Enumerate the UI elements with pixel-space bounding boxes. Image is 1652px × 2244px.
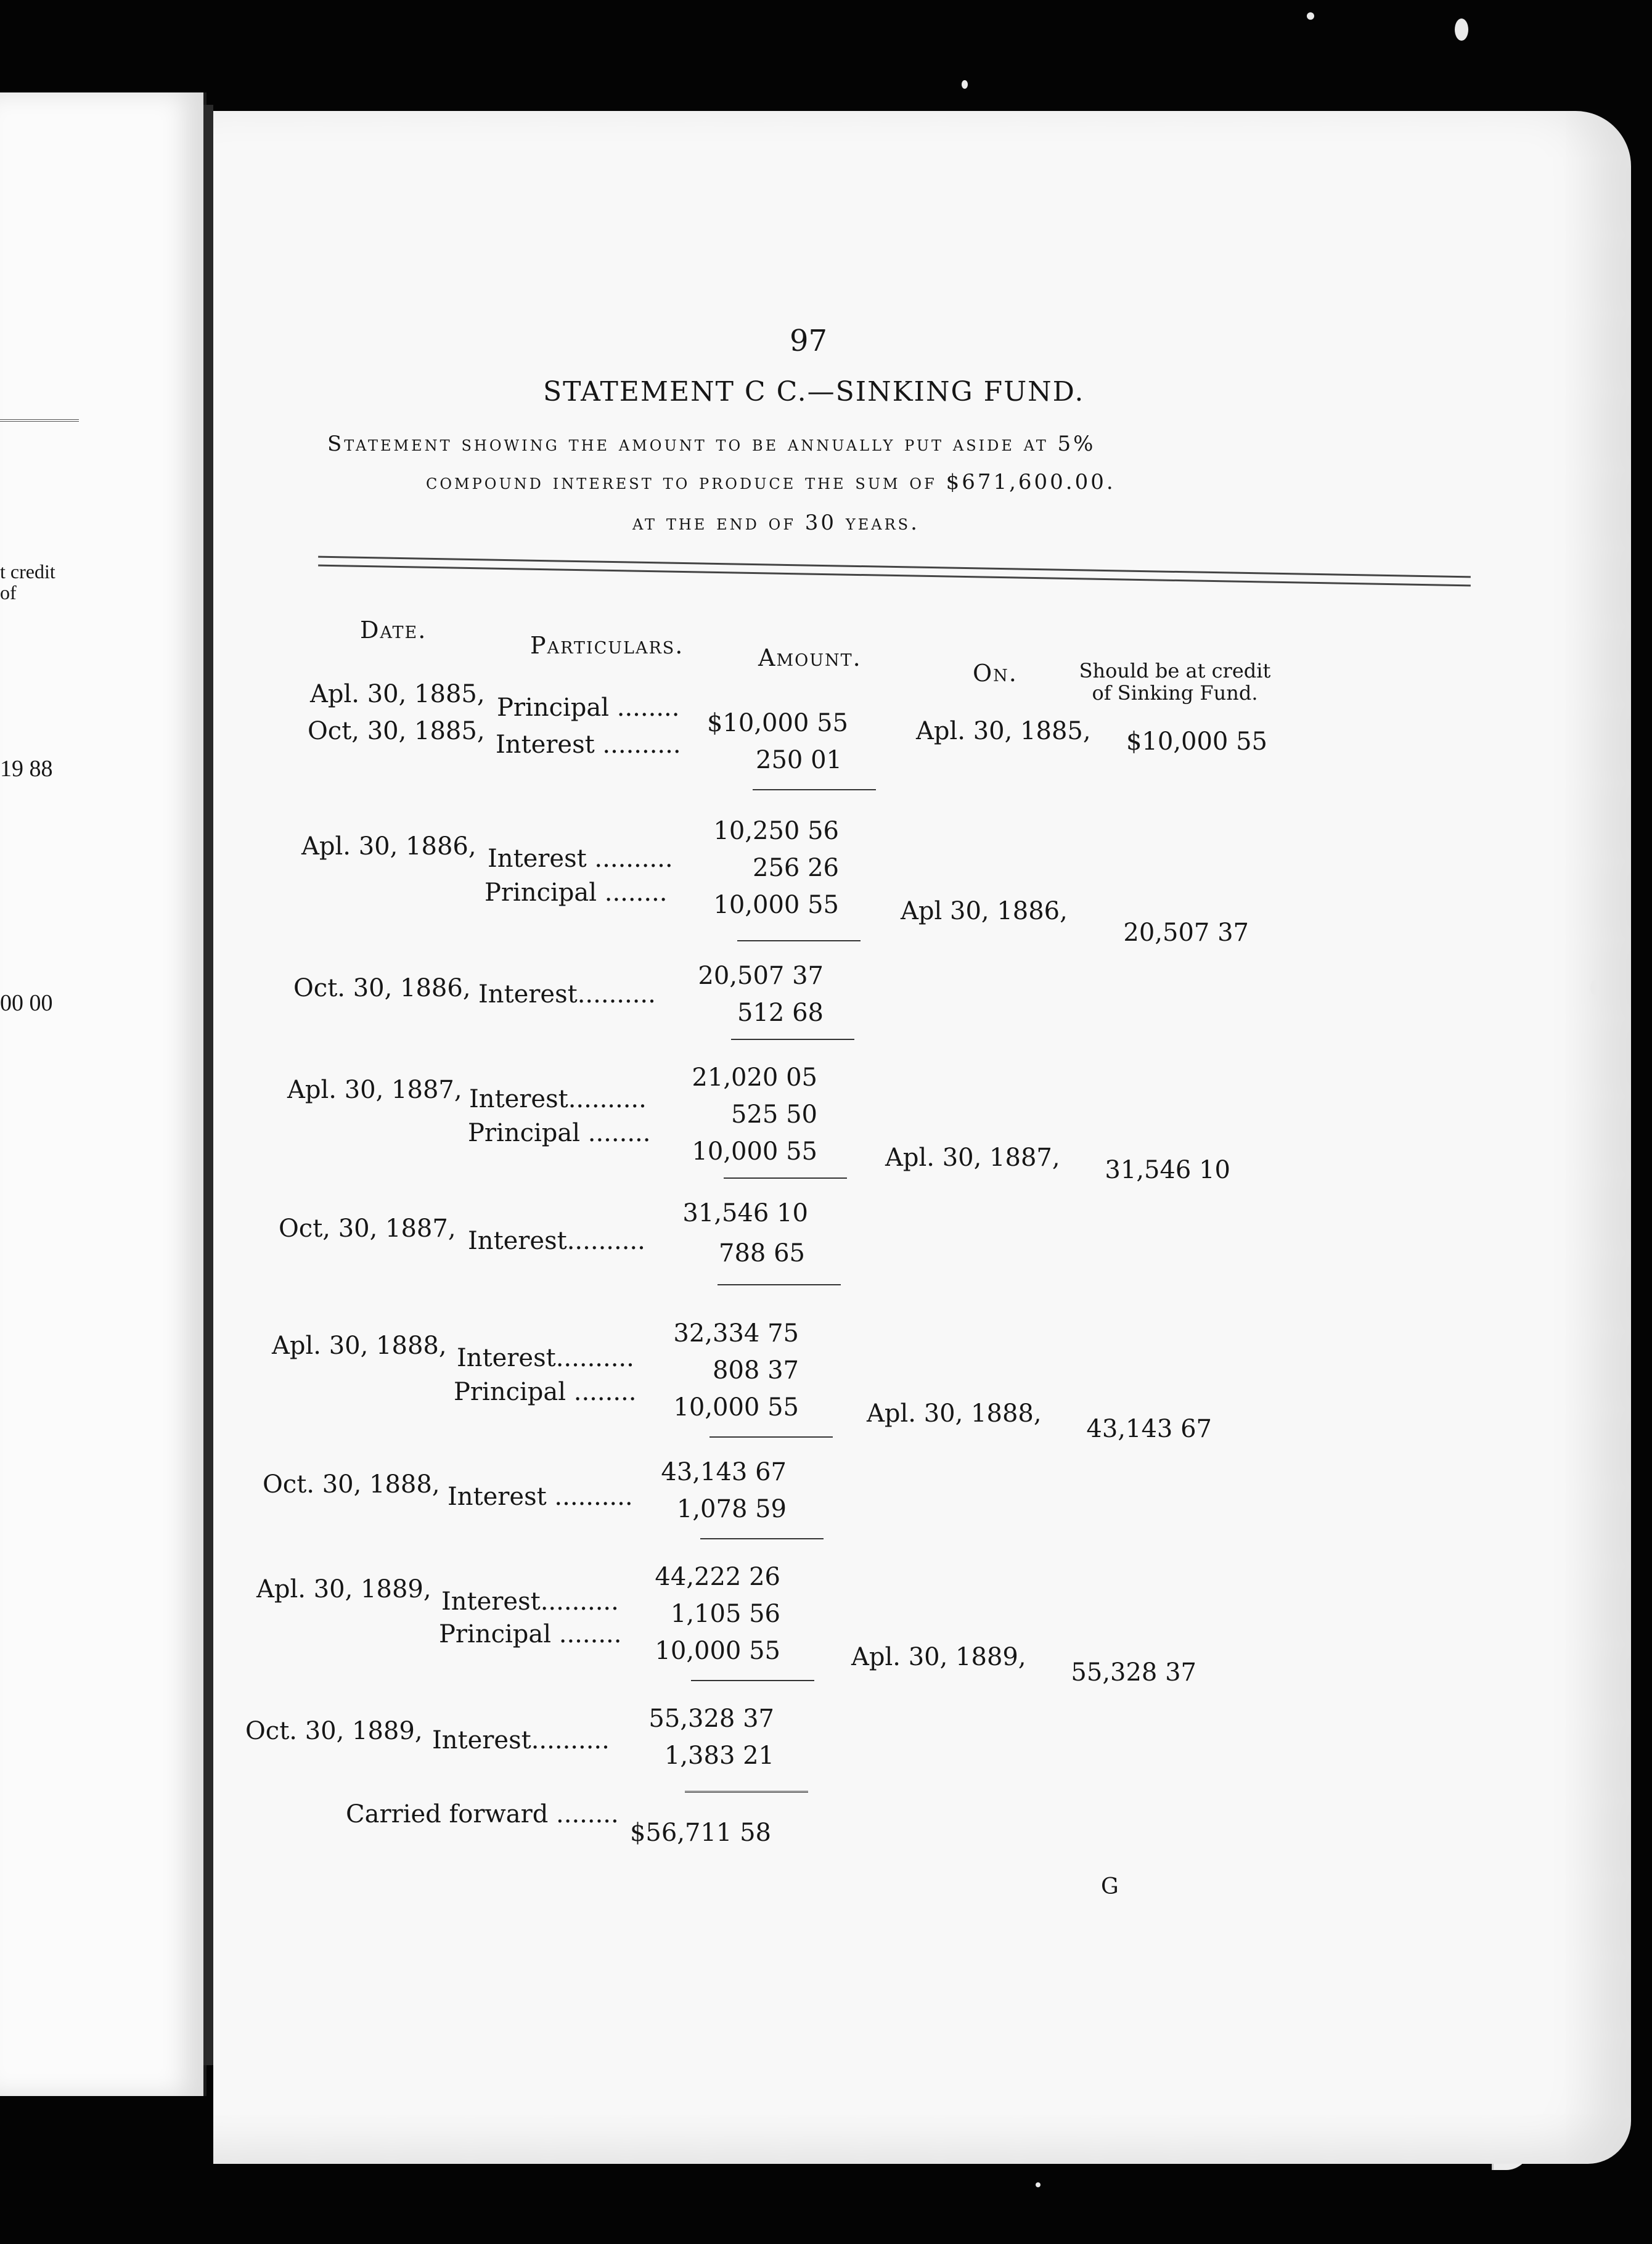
- entry-particulars: Interest ..........: [488, 845, 673, 873]
- subtitle-line-1: Statement showing the amount to be annually put aside at 5%: [327, 432, 1096, 456]
- book-spine: [203, 105, 213, 2065]
- entry-amount: 55,328 37: [648, 1705, 774, 1733]
- sum-rule: [731, 1039, 854, 1040]
- sum-rule: [691, 1680, 814, 1681]
- entry-date: Apl. 30, 1889,: [256, 1575, 431, 1603]
- entry-amount: 808 37: [713, 1356, 799, 1385]
- entry-particulars: Interest..........: [478, 980, 656, 1009]
- left-page-credit-line-2: of: [0, 581, 17, 604]
- entry-amount: 10,000 55: [655, 1637, 780, 1665]
- entry-amount: 512 68: [737, 999, 824, 1027]
- column-credit-line-1: Should be at credit: [1079, 659, 1271, 682]
- scan-speck: [962, 80, 968, 89]
- entry-date: Oct. 30, 1889,: [245, 1717, 423, 1745]
- entry-date: Apl. 30, 1887,: [287, 1076, 462, 1104]
- entry-date: Apl. 30, 1888,: [272, 1332, 447, 1360]
- entry-particulars: Interest..........: [468, 1227, 645, 1255]
- entry-amount: 250 01: [756, 746, 842, 774]
- sum-rule: [685, 1791, 808, 1795]
- scan-speck: [1036, 2182, 1041, 2187]
- entry-amount: 256 26: [753, 854, 839, 882]
- scan-speck: [1590, 980, 1599, 995]
- scan-speck: [1307, 12, 1314, 20]
- sum-rule: [724, 1177, 847, 1179]
- entry-credit: 55,328 37: [1071, 1658, 1196, 1687]
- signature-mark: G: [1101, 1874, 1119, 1899]
- entry-date: Oct, 30, 1887,: [279, 1214, 456, 1243]
- column-amount: Amount.: [758, 644, 862, 671]
- entry-particulars: Principal ........: [439, 1620, 622, 1648]
- sum-rule: [700, 1538, 824, 1539]
- entry-particulars: Principal ........: [497, 694, 680, 722]
- entry-amount: 10,000 55: [692, 1137, 817, 1166]
- entry-on: Apl. 30, 1889,: [851, 1643, 1026, 1671]
- entry-amount: 32,334 75: [673, 1319, 799, 1348]
- entry-date: Oct, 30, 1885,: [308, 717, 485, 745]
- entry-particulars: Principal ........: [485, 878, 668, 907]
- entry-date: Oct. 30, 1888,: [263, 1470, 440, 1499]
- page-number: 97: [790, 324, 828, 358]
- entry-on: Apl. 30, 1887,: [885, 1144, 1060, 1172]
- entry-particulars: Interest..........: [469, 1085, 647, 1113]
- entry-amount: 525 50: [731, 1100, 817, 1129]
- subtitle-line-2: compound interest to produce the sum of $671,600.00.: [426, 470, 1116, 494]
- entry-on: Apl. 30, 1888,: [867, 1399, 1042, 1428]
- subtitle-line-3: at the end of 30 years.: [632, 510, 920, 535]
- entry-on: Apl. 30, 1885,: [916, 717, 1091, 745]
- entry-amount: 20,507 37: [698, 962, 824, 990]
- sum-rule: [718, 1284, 841, 1285]
- entry-credit: 31,546 10: [1105, 1156, 1230, 1184]
- statement-title: STATEMENT C C.—SINKING FUND.: [543, 376, 1085, 407]
- entry-particulars: Interest..........: [432, 1726, 610, 1755]
- entry-amount: 788 65: [719, 1239, 805, 1267]
- entry-amount: 1,105 56: [670, 1600, 780, 1628]
- entry-credit: $10,000 55: [1126, 727, 1267, 756]
- entry-amount: 31,546 10: [682, 1199, 808, 1227]
- sum-rule: [709, 1436, 833, 1438]
- entry-date: Apl. 30, 1885,: [310, 680, 485, 708]
- entry-amount: 43,143 67: [661, 1458, 787, 1486]
- entry-date: Apl. 30, 1886,: [301, 832, 476, 861]
- entry-amount: 10,000 55: [713, 891, 839, 919]
- entry-particulars: Interest..........: [457, 1344, 634, 1372]
- carried-forward-label: Carried forward ........: [346, 1800, 619, 1828]
- entry-credit: 43,143 67: [1086, 1415, 1212, 1443]
- entry-credit: 20,507 37: [1123, 919, 1249, 947]
- column-date: Date.: [360, 616, 427, 644]
- right-page: [213, 111, 1631, 2164]
- entry-particulars: Principal ........: [468, 1119, 651, 1147]
- entry-amount: 44,222 26: [655, 1563, 780, 1591]
- column-credit-line-2: of Sinking Fund.: [1092, 681, 1258, 705]
- entry-date: Oct. 30, 1886,: [293, 974, 471, 1002]
- entry-particulars: Interest..........: [441, 1587, 619, 1616]
- entry-on: Apl 30, 1886,: [901, 897, 1068, 925]
- entry-amount: $10,000 55: [706, 709, 848, 737]
- entry-particulars: Principal ........: [454, 1378, 637, 1406]
- entry-amount: 10,250 56: [713, 817, 839, 845]
- left-page-credit-heading: [0, 561, 55, 603]
- left-page-credit-line-1: t credit: [0, 560, 55, 583]
- column-particulars: Particulars.: [530, 632, 684, 659]
- entry-amount: 21,020 05: [692, 1063, 817, 1092]
- carried-forward-amount: $56,711 58: [629, 1819, 771, 1847]
- sum-rule: [737, 940, 861, 941]
- sum-rule: [753, 789, 876, 790]
- entry-amount: 1,078 59: [676, 1495, 787, 1523]
- left-page-amount-1: 19 88: [0, 756, 53, 782]
- scan-speck: [1455, 18, 1468, 41]
- entry-amount: 10,000 55: [673, 1393, 799, 1422]
- left-page: [0, 92, 206, 2096]
- left-page-amount-2: 00 00: [0, 990, 53, 1016]
- entry-amount: 1,383 21: [664, 1742, 774, 1770]
- left-page-rule: [0, 419, 79, 422]
- column-credit: [1076, 660, 1274, 704]
- entry-particulars: Interest ..........: [496, 731, 681, 759]
- entry-particulars: Interest ..........: [448, 1483, 633, 1511]
- column-on: On.: [973, 660, 1018, 687]
